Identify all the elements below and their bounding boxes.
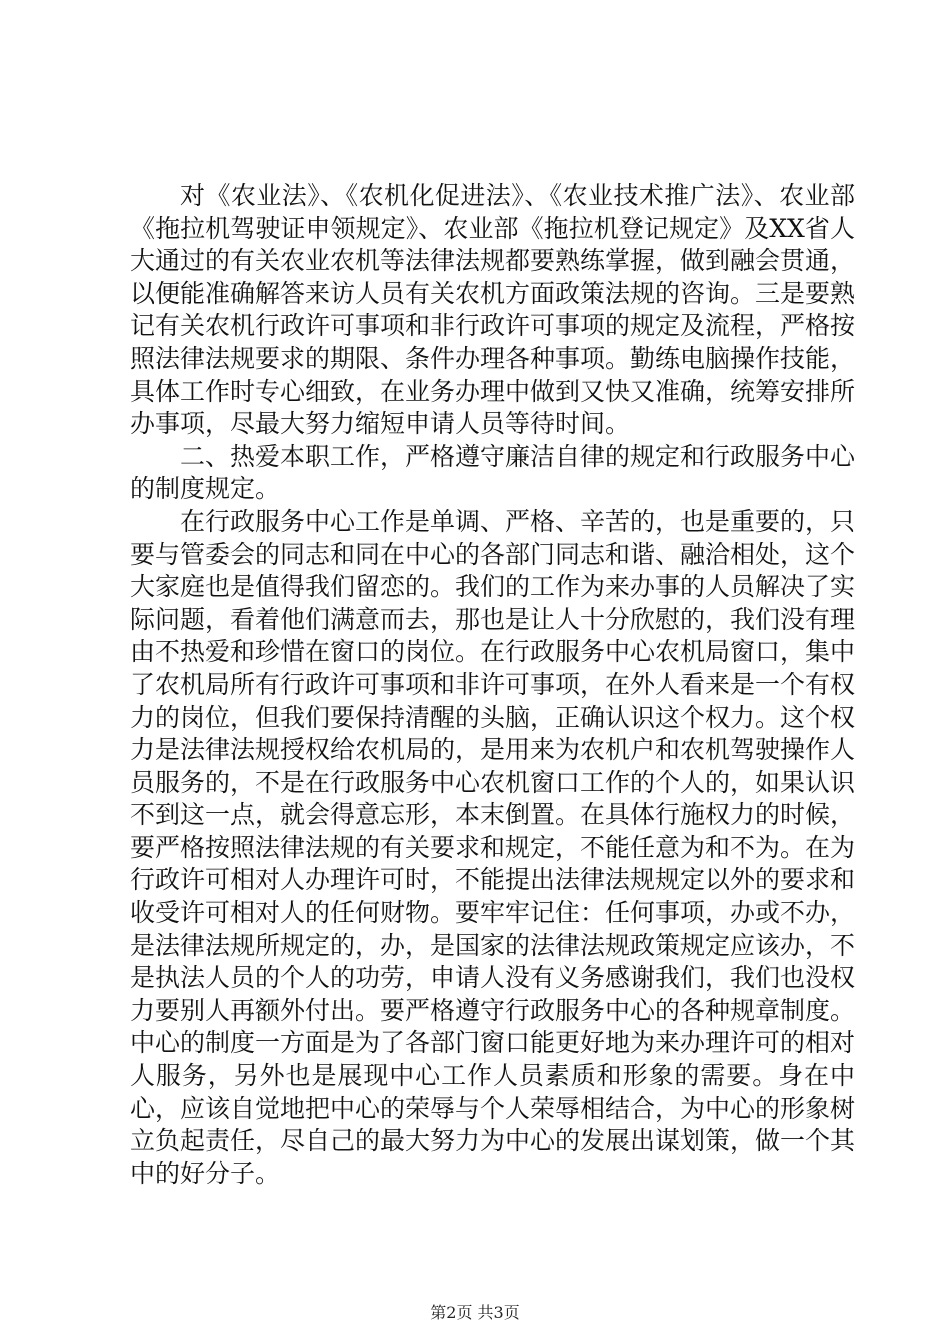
paragraph-service-center: 在行政服务中心工作是单调、严格、辛苦的，也是重要的，只要与管委会的同志和同在中心的各部门同志和谐、融洽相处，这个大家庭也是值得我们留恋的。我们的工作为来办事的人员解决了实际问题，看着他们满意而去，那也是让人十分欣慰的，我们没有理由不热爱和珍惜在窗口的岗位。在行政服务中心农机局窗口，集中了农机局所有行政许可事项和非许可事项，在外人看来是一个有权力的岗位，但我们要保持清醒的头脑，正确认识这个权力。这个权力是法律法规授权给农机局的，是用来为农机户和农机驾驶操作人员服务的，不是在行政服务中心农机窗口工作的个人的，如果认识不到这一点，就会得意忘形，本末倒置。在具体行施权力的时候，要严格按照法律法规的有关要求和规定，不能任意为和不为。在为行政许可相对人办理许可时，不能提出法律法规规定以外的要求和收受许可相对人的任何财物。要牢牢记住：任何事项，办或不办，是法律法规所规定的，办，是国家的法律法规政策规定应该办，不是执法人员的个人的功劳，申请人没有义务感谢我们，我们也没权力要别人再额外付出。要严格遵守行政服务中心的各种规章制度。中心的制度一方面是为了各部门窗口能更好地为来办理许可的相对人服务，另外也是展现中心工作人员素质和形象的需要。身在中心，应该自觉地把中心的荣辱与个人荣辱相结合，为中心的形象树立负起责任，尽自己的最大努力为中心的发展出谋划策，做一个其中的好分子。 (130, 506, 856, 1188)
paragraph-laws: 对《农业法》、《农机化促进法》、《农业技术推广法》、农业部《拖拉机驾驶证申领规定》、农业部《拖拉机登记规定》及XX省人大通过的有关农业农机等法律法规都要熟练掌握，做到融会贯通，以便能准确解答来访人员有关农机方面政策法规的咨询。三是要熟记有关农机行政许可事项和非行政许可事项的规定及流程，严格按照法律法规要求的期限、条件办理各种事项。勤练电脑操作技能，具体工作时专心细致，在业务办理中做到又快又准确，统筹安排所办事项，尽最大努力缩短申请人员等待时间。 (130, 181, 856, 439)
paragraph-heading-two: 二、热爱本职工作，严格遵守廉洁自律的规定和行政服务中心的制度规定。 (130, 441, 856, 504)
document-body (130, 180, 855, 1190)
page-footer: 第2页 共3页 (430, 1303, 520, 1322)
